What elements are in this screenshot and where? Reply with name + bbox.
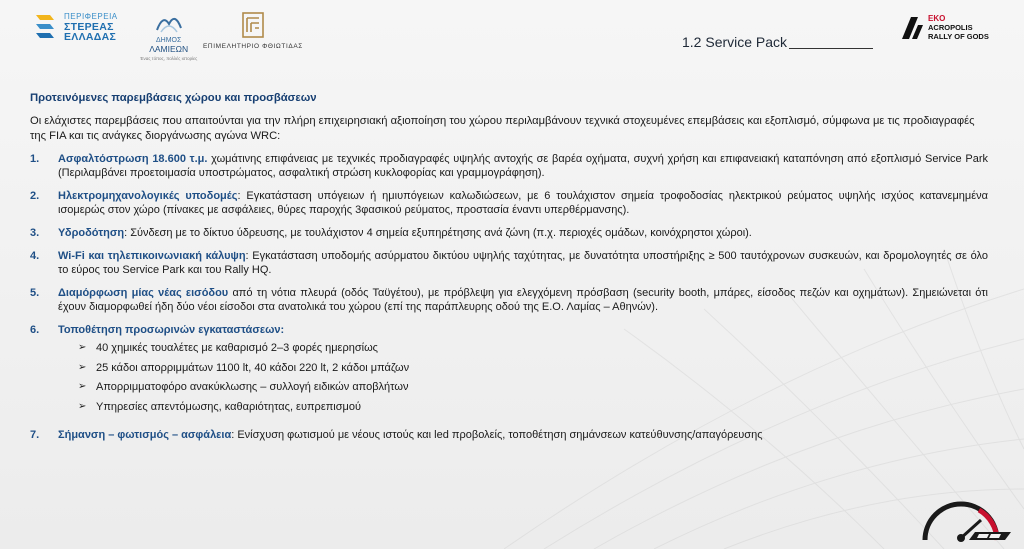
chamber-logo-icon — [240, 10, 266, 40]
list-item-5 — [30, 286, 988, 314]
region-logo-line2: ΣΤΕΡΕΑΣ — [64, 21, 114, 33]
item-text: από τη νότια πλευρά (οδός Ταϋγέτου), με πρόβλεψη για ελεγχόμενη πρόσβαση (security booth, μπάρες, είσοδος πεζών και οχημάτων). Σημειώνεται ότι έχουν διαμορφωθεί ήδη δύο νέοι είσοδοι στα ανατολικά του χώρου (επί της παράπλευρης οδού της Ε.Ο. Λαμίας – Αθηνών). — [58, 287, 988, 313]
item-number: 2. — [30, 190, 40, 202]
lamia-logo-line3: Ένας τόπος, πολλές ιστορίες — [140, 56, 198, 61]
region-logo-line1: ΠΕΡΙΦΕΡΕΙΑ — [64, 12, 118, 21]
item-text: : Εγκατάσταση υπόγειων ή ημιυπόγειων καλωδιώσεων, με 6 τουλάχιστον σημεία τροφοδοσίας ηλεκτρικού ρεύματος υψηλής ισχύος κατανεμημένα ισομερώς στον χώρο (πίνακες με ασφάλειες, θύρες παροχής 3φασικού ρεύματος, προστασία έναντι υπερθέρμανσης). — [58, 190, 988, 216]
item-number: 5. — [30, 287, 40, 299]
region-logo-icon — [34, 13, 58, 41]
section-title-text: 1.2 Service Pack — [682, 34, 788, 50]
item-keyword: Σήμανση – φωτισμός – ασφάλεια — [58, 429, 232, 441]
arrowhead-bullet-icon: ➢ — [78, 342, 87, 353]
region-logo-line3: ΕΛΛΑΔΑΣ — [64, 31, 117, 43]
item-number: 6. — [30, 324, 40, 336]
item-text: χωμάτινης επιφάνειας με τεχνικές προδιαγραφές υψηλής αντοχής σε βαρέα οχήματα, συχνή χρήση και επιφανειακή καταπόνηση από εξοπλισμό Service Park (Περιλαμβάνει προετοιμασία υποστρώματος, ασφαλτική στρώση κυκλοφορίας και γραμμογράφηση). — [58, 153, 988, 179]
item-text: : Ενίσχυση φωτισμού με νέους ιστούς και led προβολείς, τοποθέτηση σημάνσεων κατεύθυνσης/απαγόρευσης — [231, 429, 763, 441]
lamia-logo-icon — [155, 10, 183, 34]
sublist — [78, 341, 988, 414]
item-keyword: Ηλεκτρομηχανολογικές υποδομές — [58, 190, 238, 202]
item-number: 4. — [30, 250, 40, 262]
item-text: : Σύνδεση με το δίκτυο ύδρευσης, με τουλάχιστον 4 σημεία εξυπηρέτησης ανά ζώνη (π.χ. περιοχές ομάδων, κοινόχρηστοι χώροι). — [124, 227, 752, 239]
speedometer-icon — [917, 488, 1013, 544]
page-header — [0, 0, 1024, 80]
item-keyword: Διαμόρφωση μίας νέας εισόδου — [58, 287, 229, 299]
acropolis-rally-logo — [898, 14, 989, 41]
item-keyword: Ασφαλτόστρωση 18.600 τ.μ. — [58, 153, 208, 165]
lamia-logo-line2: ΛΑΜΙΕΩΝ — [149, 44, 189, 54]
lamia-logo-line1: ΔΗΜΟΣ — [156, 37, 182, 44]
sublist-item: ➢ Υπηρεσίες απεντόμωσης, καθαριότητας, ευπρεπισμού — [78, 400, 362, 413]
item-keyword: Wi-Fi και τηλεπικοινωνιακή κάλυψη — [58, 250, 246, 262]
rally-logo-line2: RALLY OF GODS — [928, 32, 989, 41]
chamber-logo-text: ΕΠΙΜΕΛΗΤΗΡΙΟ ΦΘΙΩΤΙΔΑΣ — [203, 43, 303, 50]
list-item-1 — [30, 152, 988, 180]
item-number: 3. — [30, 227, 40, 239]
rally-logo-eko: EKO — [928, 14, 946, 23]
page-section-title — [682, 34, 873, 50]
item-number: 7. — [30, 429, 40, 441]
main-content — [30, 92, 988, 451]
rally-logo-line1: ACROPOLIS — [928, 23, 973, 32]
title-underline — [789, 48, 873, 49]
intro-paragraph: Οι ελάχιστες παρεμβάσεις που απαιτούνται για την πλήρη επιχειρησιακή αξιοποίηση του χώρου περιλαμβάνουν τεχνικά στοχευμένες επεμβάσεις και εξοπλισμό, σύμφωνα με τις προδιαγραφές της FIA και τις ανάγκες διοργάνωσης αγώνα WRC: — [30, 115, 975, 142]
content-heading: Προτεινόμενες παρεμβάσεις χώρου και προσβάσεων — [30, 92, 317, 104]
list-item-6 — [30, 323, 988, 419]
sublist-item: ➢ 40 χημικές τουαλέτες με καθαρισμό 2–3 φορές ημερησίως — [78, 342, 378, 354]
item-keyword: Τοποθέτηση προσωρινών εγκαταστάσεων: — [58, 324, 285, 336]
lamia-logo — [140, 10, 197, 63]
chamber-logo — [203, 10, 303, 50]
arrowhead-bullet-icon: ➢ — [78, 400, 87, 412]
list-item-2 — [30, 189, 988, 217]
sublist-item: ➢ 25 κάδοι απορριμμάτων 1100 lt, 40 κάδοι 220 lt, 2 κάδοι μπάζων — [78, 361, 410, 374]
arrowhead-bullet-icon: ➢ — [78, 361, 87, 373]
item-text: : Εγκατάσταση υποδομής ασύρματου δικτύου υψηλής ταχύτητας, με δυνατότητα υποστήριξης ≥ 500 ταυτόχρονων συσκευών, και δρομολογητές σε όλο το εύρος του Service Park και του Rally HQ. — [58, 250, 988, 276]
item-keyword: Υδροδότηση — [58, 227, 125, 239]
sublist-item: ➢ Απορριμματοφόρο ανακύκλωσης – συλλογή ειδικών αποβλήτων — [78, 381, 409, 393]
acropolis-rally-logo-icon — [898, 15, 924, 41]
region-logo — [34, 12, 118, 42]
list-item-3 — [30, 226, 988, 240]
item-number: 1. — [30, 153, 40, 165]
list-item-4 — [30, 249, 988, 277]
list-item-7 — [30, 428, 988, 442]
arrowhead-bullet-icon: ➢ — [78, 381, 87, 392]
